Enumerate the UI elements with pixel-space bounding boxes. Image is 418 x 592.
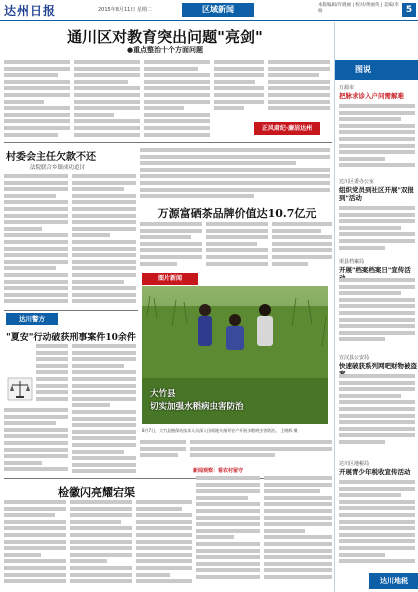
sidebar-item2-title: 组织党员到社区开展"双报到"活动 — [339, 186, 414, 202]
lead-body-col5 — [268, 60, 330, 116]
police-section-badge: 达川警方 — [6, 313, 58, 325]
tea-body-col1 — [140, 222, 202, 268]
wages-body-col2 — [72, 174, 136, 306]
misc-body — [140, 440, 186, 464]
police-headline: "夏安"行动破获刑事案件10余件 — [6, 333, 136, 343]
wages-body-col1 — [4, 174, 68, 306]
bottom-body-col4 — [196, 476, 260, 588]
sidebar-item4-place: 宣汉县公安局 — [339, 355, 370, 361]
sidebar-header — [335, 60, 418, 80]
bottom-body-col2 — [70, 500, 132, 588]
divider — [4, 310, 138, 311]
sidebar-item2-body — [339, 206, 415, 254]
lead-body-col2 — [74, 60, 140, 138]
right-sidebar — [334, 22, 418, 592]
misc-body-2 — [190, 440, 332, 464]
police-body-col1 — [4, 408, 68, 478]
photo-caption-text: 8月7日，大竹县植保站技术人员深入田间地头指导农户开展水稻病虫害防治。 — [142, 428, 280, 433]
newspaper-logo: 达州日报 — [4, 4, 57, 18]
sidebar-item3-place: 渠县档案局 — [339, 259, 365, 265]
sidebar-item3-body — [339, 278, 415, 350]
sidebar-item1-title: 把脉求诊入户问需解难 — [339, 92, 404, 100]
page-number: 5 — [402, 3, 416, 17]
procuratorate-headline: 检徽闪亮耀宕渠 — [58, 486, 135, 499]
photo-caption — [142, 428, 332, 434]
justice-icon — [7, 377, 33, 401]
wages-subhead: 法院联合乡镇成功追讨 — [30, 165, 86, 171]
photo-title-line1: 大竹县 — [150, 389, 176, 399]
tea-headline: 万源富硒茶品牌价值达10.7亿元 — [157, 207, 317, 220]
bottom-body-col1 — [4, 500, 66, 588]
police-body-col2 — [72, 344, 136, 478]
sidebar-item4-body — [339, 374, 415, 456]
sidebar-item5-place: 达川区地税局 — [339, 461, 370, 467]
divider — [4, 142, 332, 143]
lead-body-col3 — [144, 60, 210, 138]
bottom-body-col5 — [264, 476, 332, 588]
sidebar-item4-title: 快速破获系列网吧财物被盗 — [339, 362, 417, 370]
sidebar-footer-badge: 达川地税 — [369, 573, 418, 589]
sidebar-item2-place: 达川区委办公室 — [339, 179, 375, 185]
photo-credit: 王晓辉 摄 — [280, 428, 298, 433]
lead-headline: 通川区对教育突出问题"亮剑" — [67, 28, 263, 46]
editor-info: 本版编辑/许晓丽 | 校对/黄丽英 | 美编/李 杨 — [318, 3, 399, 14]
masthead-divider — [0, 20, 418, 21]
sidebar-item5-body — [339, 480, 415, 568]
lead-body-col4 — [214, 60, 264, 116]
bottom-body-col3 — [136, 500, 192, 588]
sidebar-item5-title: 开展青少年税收宣传活动 — [339, 468, 411, 476]
issue-date: 2015年8月11日 星期二 — [98, 7, 152, 13]
sidebar-header-label: 图说 — [355, 65, 371, 74]
police-body-short — [36, 344, 68, 406]
section-title: 区域新闻 — [182, 3, 254, 17]
tea-body-col3 — [272, 222, 332, 268]
anti-corruption-banner: 正风肃纪·廉洁达州 — [254, 122, 320, 135]
tea-body-col2 — [206, 222, 268, 268]
lead-body-col1 — [4, 60, 70, 138]
photo-title-line2: 切实加强水稻病虫害防治 — [150, 402, 244, 412]
sidebar-item1-body — [339, 104, 415, 174]
sidebar-item1-place: 万源市 — [339, 85, 355, 91]
photo-news-tag: 图片新闻 — [142, 273, 198, 285]
wages-headline: 村委会主任欠款不还 — [6, 152, 96, 163]
lead-subhead: ●重点整治十个方面问题 — [126, 46, 204, 54]
photo-title — [150, 388, 244, 414]
masthead — [0, 0, 418, 21]
sidebar-item3-title: 开展"档案档案日"宣传活 — [339, 266, 411, 274]
tea-top-text — [140, 148, 330, 200]
commentary-title: 新闻观察：看农村留守 — [193, 468, 244, 474]
